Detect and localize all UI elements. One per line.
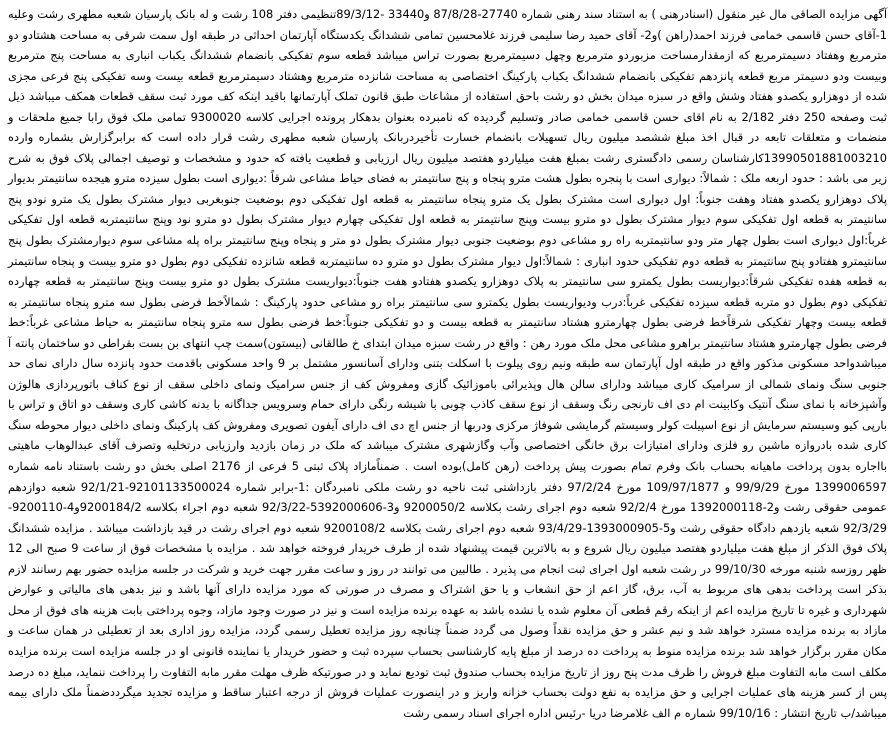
- auction-notice-text: [8, 4, 887, 723]
- notice-paragraph: آگهی مزایده الصاقی مال غیر منقول (اسنادرهنی ) به استناد سند رهنی شماره 27740-87/8/28 و33440 -89/3/12تنظیمی دفتر 108 رشت و له بانک پارسیان شعبه مطهری رشت وعلیه 1-آقای حسن قاسمی خمامی فرزند احمد(راهن )و2- آقای حمید رضا سلیمی فرزند غلامحسین تمامی ششدانگ یکدستگاه آپارتمان احداثی در طبقه اول سمت شرقی به مساحت هشتادو دو مترمربع وهفتاد دسیمترمربع که ازمقدارمساحت مزبوردو مترمربع وچهل دسیمترمربع بصورت تراس میباشد قطعه سوم تفکیکی بانضمام ششدانگ یکباب انباری به مساحت پنج مترمربع وبیست ودو دسیمتر مربع قطعه پانزدهم تفکیکی بانضمام ششدانگ یکباب پارکینگ اختصاصی به مساحت شانزده مترمربع وهشتاد دسیمترمربع قطعه بیست وسه تفکیکی پنج فرعی مجزی شده از دوهزارو یکصدو هفتاد وشش واقع در سبزه میدان بخش دو رشت باحق استفاده از مشاعات طبق قانون تملک آپارتمانها باقید اینکه کف مورد ثبت سقف قطعات همکف میباشد ذیل ثبت وصفحه 250 دفتر 2/182 به نام اقای حسن قاسمی خمامی صادر وتسلیم گردیده که نامبرده بعنوان بدهکار پرونده اجرایی کلاسه 9300020 تمامی ملک فوق رابا جمیع ملحقات و منضمات و متعلقات تابعه در قبال اخذ مبلغ ششصد میلیون ریال تسهیلات بانضمام خسارت تأخیردربانک پارسیان شعبه مطهری رشت قرار داده است که برابرگزارش بشماره وارده 13990501881003210کارشناسان رسمی دادگستری رشت بمبلغ هفت میلیاردو هفتصد میلیون ریال ارزیابی و قطعیت یافته که حدود و مشخصات و توصیف اجمالی پلاک فوق به شرح زیر می باشد : حدود اربعه ملک : شمالاً: دیواری است با پنجره بطول هشت مترو پنجاه و پنج سانتیمتر به فضای حیاط مشاعی شرقاً :دیواری است بطول سیزده مترو هیجده سانتیمتر بدیوار پلاک دوهزارو یکصدو هفتاد وهفت جنوباً: اول دیواری است مشترک بطول یک مترو پنجاه سانتیمتر به قطعه اول تفکیکی دوم بوضعیت جنوبغربی دیوار مشترک بطول یک مترو نودو پنج سانتیمتر به قطعه اول تفکیکی سوم دیوار مشترک بطول دو مترو بیست وپنج سانتیمتر به قطعه اول تفکیکی چهارم دیوار مشترک بطول دو مترو نود وپنج سانتیمتربه قطعه اول تفکیکی غرباً:اول دیواری است بطول چهار متر ودو سانتیمتربه راه رو مشاعی دوم بوضعیت جنوبی دیوار مشترک بطول دو متر و پنجاه وپنج سانتیمتر براه پله مشاعی سوم دیوارمشترک بطول پنج سانتیمترو هفتادو پنج سانتیمتر به قطعه دوم تفکیکی حدود انباری : شمالاً:اول دیوار مشترک بطول دو مترو ده سانتیمتربه قطعه شانزده تفکیکی دوم بطول دو مترو بیست و پنجاه سانتیمتر به قطعه هفده تفکیکی شرقاً:دیواریست بطول یکمترو سی سانتیمتر به پلاک دوهزارو یکصدو هفتادو هفت جنوباً:دیواریست مشترک بطول دو مترو بیست وپنج سانتیمتر به قطعه چهارده تفکیکی دوم بطول دو متربه قطعه سیزده تفکیکی غرباً:درب ودیواریست بطول یکمترو سی سانتیمتر براه رو مشاعی حدود پارکینگ : شمالاًخط فرضی بطول سه مترو پنجاه سانتیمتر به قطعه بیست وچهار تفکیکی شرقاًخط فرضی بطول چهارمترو هشتاد سانتیمتر به قطعه بیست و دو تفکیکی جنوباً:خط فرضی بطول سه مترو پنجاه سانتیمتر به حیاط مشاعی غرباً:خط فرضی بطول چهارمترو هشتاد سانتیمتر براهرو مشاعی محل ملک مورد رهن : واقع در رشت سبزه میدان ابتدای خ طالقانی (بیستون)سمت چپ انتهای بن بست بقراطی دو ساختمان پانته آ میباشدواحد مسکونی مذکور واقع در طبقه اول آپارتمان سه طبقه ونیم روی پیلوت با اسکلت بتنی ودارای آسانسور مشتمل بر 9 واحد مسکونی باقدمت حدود پانزده سال دارای نمای حد جنوبی سنگ ونمای شمالی از سرامیک کاری میباشد ودارای سالن هال وپذیرائی باموزائیک گازی ومفروش کف از جنس سرامیک ونمای داخلی سقف از نوع کناف باتورپردازی هالوژن وآشپزخانه با نمای سنگ آنتیک وکابینت ام دی اف تارنجی رنگ وسقف از نوع سقف کاذب چوبی با شیشه رنگی دارای حمام وسرویس جداگانه با بدنه کاشی کاری وسقف دو اتاق و تراس با بارپی کیو وسیستم سرمایش از نوع اسپیلت کولر وسیستم گرمایشی شوفاژ مرکزی ودربها از جنس اچ دی اف دارای آیفون تصویری ومفروش کف پارکینگ ونمای داخلی دیوار محوطه سنگ کاری شده بادروازه ماشین رو فلزی ودارای امتیازات برق خانگی اختصاصی وآب وگازشهری مشترک میباشد که ملک در زمان بازدید وارزیابی درتخلیه وتصرف آقای عبدالوهاب ماهیتی بااجاره بدون پرداخت ماهیانه بحساب بانک وفرم تمام بصورت پیش پرداخت (رهن کامل)بوده است . ضمناًمازاد پلاک ثبتی 5 فرعی از 2176 اصلی بخش دو رشت باستناد نامه شماره 1399006597 مورخ 99/9/29 و 109/97/1877 مورخ 97/2/24 دفتر بازداشتی ثبت ناحیه دو رشت ملکی نامبردگان :1-برابر شماره 92101133500024-92/1/21 شعبه دوازدهم عمومی حقوقی رشت و2-1392000118 مورخ 92/2/4 شعبه دوم اجرای رشت بکلاسه 9200050/2 و3-5392000606-92/3/22 شعبه دوم اجراء بکلاسه 9200184/2و4-9200110-92/3/29 شعبه یازدهم دادگاه حقوقی رشت و5-1393000905-93/4/29 شعبه دوم اجرای رشت بکلاسه 9200108/2 شعبه دوم اجرای رشت در قید بازداشت میباشد . مزایده ششدانگ پلاک فوق الذکر از مبلغ هفت میلیاردو هفتصد میلیون ریال شروع و به بالاترین قیمت پیشنهاد شده از طرف خریدار فروخته خواهد شد . مزایده با مشخصات فوق از ساعت 9 صبح الی 12 ظهر روزسه شنبه مورخه 99/10/30 در رشت شعبه اول اجرای ثبت انجام می پذیرد . طالبین می توانند در روز و ساعت مقرر جهت خرید و شرکت در جلسه مزایده حضور بهم رسانند لازم بذکر است پرداخت بدهی های مربوط به آب، برق، گاز اعم از حق انشعاب و یا حق اشتراک و مصرف در صورتی که مورد مزایده دارای آنها باشد و نیز بدهی های مالیاتی و عوارض شهرداری و غیره تا تاریخ مزایده اعم از اینکه رقم قطعی آن معلوم شده یا نشده باشد به عهده برنده مزایده است و نیز در صورت وجود مازاد، وجوه پرداختی بابت هزینه های فوق از محل مازاد به برنده مزایده مسترد خواهد شد و نیم عشر و حق مزایده نقداً وصول می گردد ضمناً چنانچه روز مزایده تعطیل رسمی گردد، مزایده روز اداری بعد از تعطیلی در همان ساعت و مکان مقرر برگزار خواهد شد برنده مزایده منوط به پرداخت ده درصد از مبلغ پایه کارشناسی بحساب سپرده ثبت و حضور خریدار یا نماینده قانونی او در جلسه مزایده است برنده مزایده مکلف است مابه التفاوت مبلغ فروش را ظرف مدت پنج روز از تاریخ مزایده بحساب صندوق ثبت تودیع نماید و در صورتیکه ظرف مهلت مقرر مابه التفاوت را پرداخت ننماید، مبلغ ده درصد پس از کسر هزینه های عملیات اجرایی و حق مزایده به نفع دولت بحساب خزانه واریز و در اینصورت عملیات فروش از درجه اعتبار ساقط و مزایده تجدید میگرددضمناً ملک دارای بیمه میباشد/ب تاریخ انتشار : 99/10/16 شماره م الف غلامرضا دریا -رئیس اداره اجرای اسناد رسمی رشت: [8, 7, 888, 720]
